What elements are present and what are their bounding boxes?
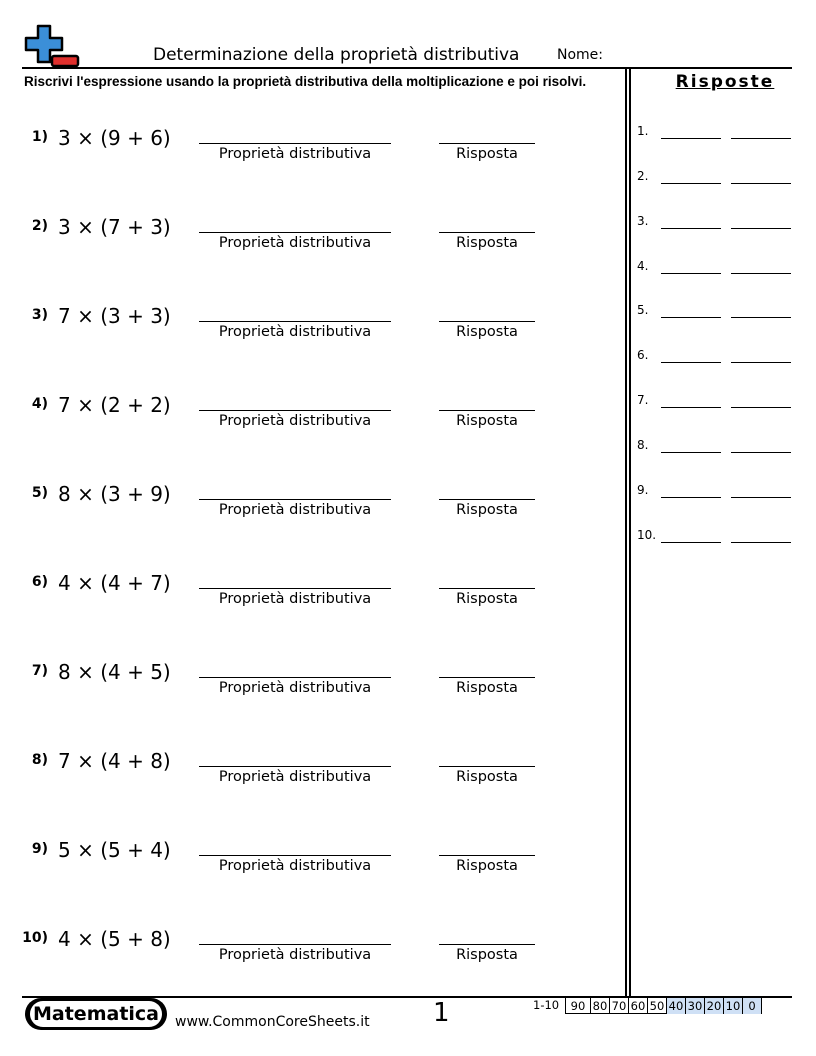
- answer-line[interactable]: [439, 588, 535, 589]
- score-cell: 80: [590, 998, 609, 1014]
- score-table: [533, 997, 762, 1014]
- column-divider-right: [629, 68, 631, 996]
- answer-key-row: [637, 169, 797, 189]
- brand-label: Matematica: [30, 1001, 162, 1027]
- distributive-answer-line[interactable]: [199, 944, 391, 945]
- answer-label: Risposta: [456, 235, 518, 251]
- distributive-label: Proprietà distributiva: [218, 680, 372, 696]
- name-label: Nome:: [557, 47, 604, 63]
- answer-key-line[interactable]: [731, 273, 791, 274]
- distributive-answer-line[interactable]: [199, 677, 391, 678]
- distributive-answer-line[interactable]: [199, 855, 391, 856]
- question-expression: 4 × (4 + 7): [58, 571, 171, 595]
- site-url: www.CommonCoreSheets.it: [175, 1014, 370, 1030]
- question-expression: 7 × (2 + 2): [58, 393, 171, 417]
- answers-title: Risposte: [675, 72, 775, 92]
- question-row: [0, 480, 620, 540]
- page-number: 1: [433, 998, 450, 1028]
- answer-label: Risposta: [456, 947, 518, 963]
- question-row: [0, 925, 620, 985]
- answer-key-line[interactable]: [661, 452, 721, 453]
- distributive-answer-line[interactable]: [199, 321, 391, 322]
- score-cell: 50: [647, 998, 666, 1014]
- answer-label: Risposta: [456, 858, 518, 874]
- answer-key-number: 3.: [637, 214, 649, 228]
- question-number: 2): [31, 218, 48, 234]
- answer-key-row: [637, 438, 797, 458]
- score-cell: 0: [742, 998, 761, 1014]
- answer-key-line[interactable]: [731, 407, 791, 408]
- distributive-label: Proprietà distributiva: [218, 858, 372, 874]
- score-cells: [565, 997, 762, 1014]
- distributive-label: Proprietà distributiva: [218, 413, 372, 429]
- answer-key-row: [637, 124, 797, 144]
- question-expression: 7 × (4 + 8): [58, 749, 171, 773]
- score-cell: 40: [666, 998, 685, 1014]
- answer-key-line[interactable]: [661, 362, 721, 363]
- distributive-label: Proprietà distributiva: [218, 324, 372, 340]
- answer-key-line[interactable]: [661, 228, 721, 229]
- distributive-label: Proprietà distributiva: [218, 146, 372, 162]
- answer-key-line[interactable]: [661, 138, 721, 139]
- answer-label: Risposta: [456, 502, 518, 518]
- answer-label: Risposta: [456, 591, 518, 607]
- question-number: 9): [31, 841, 48, 857]
- question-expression: 4 × (5 + 8): [58, 927, 171, 951]
- score-cell: 20: [704, 998, 723, 1014]
- answer-key-line[interactable]: [661, 317, 721, 318]
- question-row: [0, 569, 620, 629]
- answer-line[interactable]: [439, 321, 535, 322]
- question-row: [0, 836, 620, 896]
- distributive-answer-line[interactable]: [199, 588, 391, 589]
- score-cell: 30: [685, 998, 704, 1014]
- distributive-label: Proprietà distributiva: [218, 591, 372, 607]
- answer-key-line[interactable]: [731, 183, 791, 184]
- score-cell: 90: [570, 999, 586, 1013]
- question-row: [0, 391, 620, 451]
- answer-key-row: [637, 393, 797, 413]
- answer-label: Risposta: [456, 146, 518, 162]
- instructions: Riscrivi l'espressione usando la proprietà distributiva della moltiplicazione e poi risolvi.: [24, 74, 587, 89]
- distributive-label: Proprietà distributiva: [218, 502, 372, 518]
- question-expression: 8 × (4 + 5): [58, 660, 171, 684]
- question-expression: 7 × (3 + 3): [58, 304, 171, 328]
- question-expression: 5 × (5 + 4): [58, 838, 171, 862]
- question-number: 6): [31, 574, 48, 590]
- question-row: [0, 658, 620, 718]
- answer-line[interactable]: [439, 410, 535, 411]
- question-number: 5): [31, 485, 48, 501]
- question-number: 1): [31, 129, 48, 145]
- distributive-answer-line[interactable]: [199, 499, 391, 500]
- answer-key-number: 2.: [637, 169, 649, 183]
- answer-key-line[interactable]: [731, 138, 791, 139]
- question-number: 7): [31, 663, 48, 679]
- answer-key-line[interactable]: [731, 452, 791, 453]
- worksheet-title: Determinazione della proprietà distributiva: [153, 45, 520, 65]
- answer-key-line[interactable]: [661, 183, 721, 184]
- distributive-answer-line[interactable]: [199, 410, 391, 411]
- answer-key-line[interactable]: [731, 228, 791, 229]
- question-number: 4): [31, 396, 48, 412]
- answer-label: Risposta: [456, 680, 518, 696]
- answer-key-line[interactable]: [661, 497, 721, 498]
- answer-key-line[interactable]: [661, 542, 721, 543]
- answer-line[interactable]: [439, 143, 535, 144]
- question-row: [0, 302, 620, 362]
- answer-key-line[interactable]: [731, 497, 791, 498]
- answer-key-row: [637, 214, 797, 234]
- answer-label: Risposta: [456, 413, 518, 429]
- distributive-answer-line[interactable]: [199, 766, 391, 767]
- distributive-answer-line[interactable]: [199, 232, 391, 233]
- question-number: 3): [31, 307, 48, 323]
- answer-label: Risposta: [456, 324, 518, 340]
- answer-line[interactable]: [439, 232, 535, 233]
- answer-key-row: [637, 528, 797, 548]
- answer-key-line[interactable]: [661, 407, 721, 408]
- answer-key-number: 10.: [637, 528, 657, 542]
- answer-key-line[interactable]: [731, 362, 791, 363]
- answer-key-number: 9.: [637, 483, 649, 497]
- question-number: 10): [22, 930, 48, 946]
- question-number: 8): [31, 752, 48, 768]
- answer-key-number: 8.: [637, 438, 649, 452]
- answer-line[interactable]: [439, 766, 535, 767]
- score-range-label: 1-10: [533, 998, 560, 1012]
- score-cell: 70: [609, 998, 628, 1014]
- question-expression: 8 × (3 + 9): [58, 482, 171, 506]
- answer-key-row: [637, 303, 797, 323]
- answer-key-number: 7.: [637, 393, 649, 407]
- answer-key-number: 1.: [637, 124, 649, 138]
- distributive-answer-line[interactable]: [199, 143, 391, 144]
- answer-key-line[interactable]: [731, 317, 791, 318]
- brand-logo: [25, 998, 167, 1030]
- column-divider-left: [625, 68, 627, 996]
- answer-key-number: 4.: [637, 259, 649, 273]
- answer-key-row: [637, 483, 797, 503]
- answer-key-row: [637, 259, 797, 279]
- question-row: [0, 124, 620, 184]
- distributive-label: Proprietà distributiva: [218, 235, 372, 251]
- score-cell: 10: [723, 998, 742, 1014]
- answer-key-number: 6.: [637, 348, 649, 362]
- score-cell: 60: [628, 998, 647, 1014]
- distributive-label: Proprietà distributiva: [218, 947, 372, 963]
- answer-line[interactable]: [439, 677, 535, 678]
- answer-key-line[interactable]: [661, 273, 721, 274]
- question-row: [0, 213, 620, 273]
- answer-key-number: 5.: [637, 303, 649, 317]
- question-row: [0, 747, 620, 807]
- distributive-label: Proprietà distributiva: [218, 769, 372, 785]
- question-expression: 3 × (7 + 3): [58, 215, 171, 239]
- answer-label: Risposta: [456, 769, 518, 785]
- answer-line[interactable]: [439, 944, 535, 945]
- answer-line[interactable]: [439, 855, 535, 856]
- answer-line[interactable]: [439, 499, 535, 500]
- question-expression: 3 × (9 + 6): [58, 126, 171, 150]
- answer-key-row: [637, 348, 797, 368]
- answer-key-line[interactable]: [731, 542, 791, 543]
